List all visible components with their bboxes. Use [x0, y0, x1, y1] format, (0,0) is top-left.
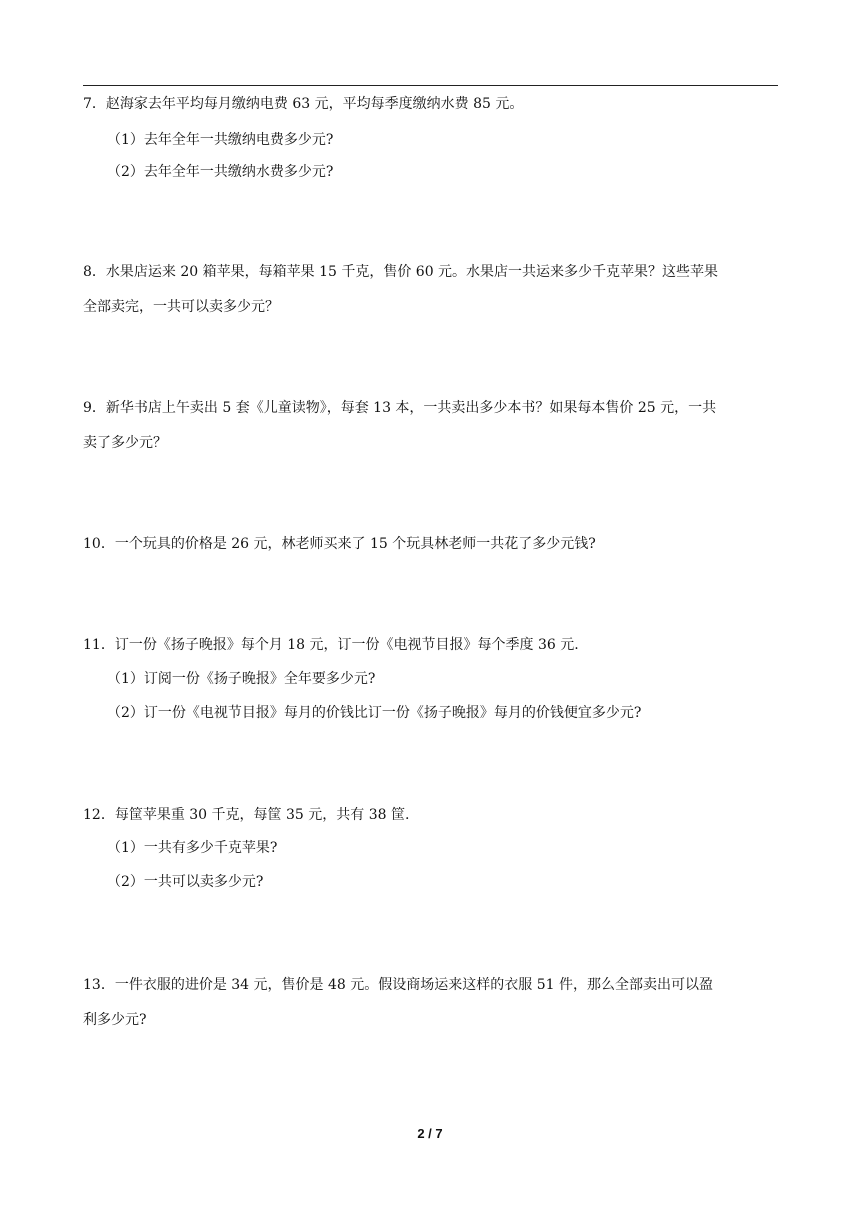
- question-12-stem: 12．每筐苹果重 30 千克，每筐 35 元，共有 38 筐.: [83, 807, 410, 823]
- question-12-sub-2: （2）一共可以卖多少元?: [107, 874, 264, 890]
- page-number: 2 / 7: [417, 1126, 443, 1141]
- question-7-stem: 7．赵海家去年平均每月缴纳电费 63 元，平均每季度缴纳水费 85 元。: [83, 96, 524, 112]
- question-8-line-1: 8．水果店运来 20 箱苹果，每箱苹果 15 千克，售价 60 元。水果店一共运来多少千克苹果？这些苹果: [83, 264, 719, 280]
- question-9-line-2: 卖了多少元？: [83, 435, 167, 451]
- question-11-stem: 11．订一份《扬子晚报》每个月 18 元，订一份《电视节目报》每个季度 36 元.: [83, 637, 579, 653]
- question-7-sub-2: （2）去年全年一共缴纳水费多少元?: [107, 164, 334, 180]
- question-11-sub-2: （2）订一份《电视节目报》每月的价钱比订一份《扬子晚报》每月的价钱便宜多少元?: [107, 705, 642, 721]
- question-12-sub-1: （1）一共有多少千克苹果?: [107, 840, 278, 856]
- question-9-line-1: 9．新华书店上午卖出 5 套《儿童读物》，每套 13 本，一共卖出多少本书？如果每本售价 25 元，一共: [83, 400, 717, 416]
- question-13-line-2: 利多少元?: [83, 1012, 147, 1028]
- header-rule: [83, 85, 778, 86]
- question-7-sub-1: （1）去年全年一共缴纳电费多少元?: [107, 132, 334, 148]
- question-13-line-1: 13．一件衣服的进价是 34 元，售价是 48 元。假设商场运来这样的衣服 51 件，那么全部卖出可以盈: [83, 977, 713, 993]
- question-8-line-2: 全部卖完，一共可以卖多少元？: [83, 299, 279, 315]
- question-11-sub-1: （1）订阅一份《扬子晚报》全年要多少元?: [107, 671, 376, 687]
- question-10-stem: 10．一个玩具的价格是 26 元，林老师买来了 15 个玩具林老师一共花了多少元钱?: [83, 536, 596, 552]
